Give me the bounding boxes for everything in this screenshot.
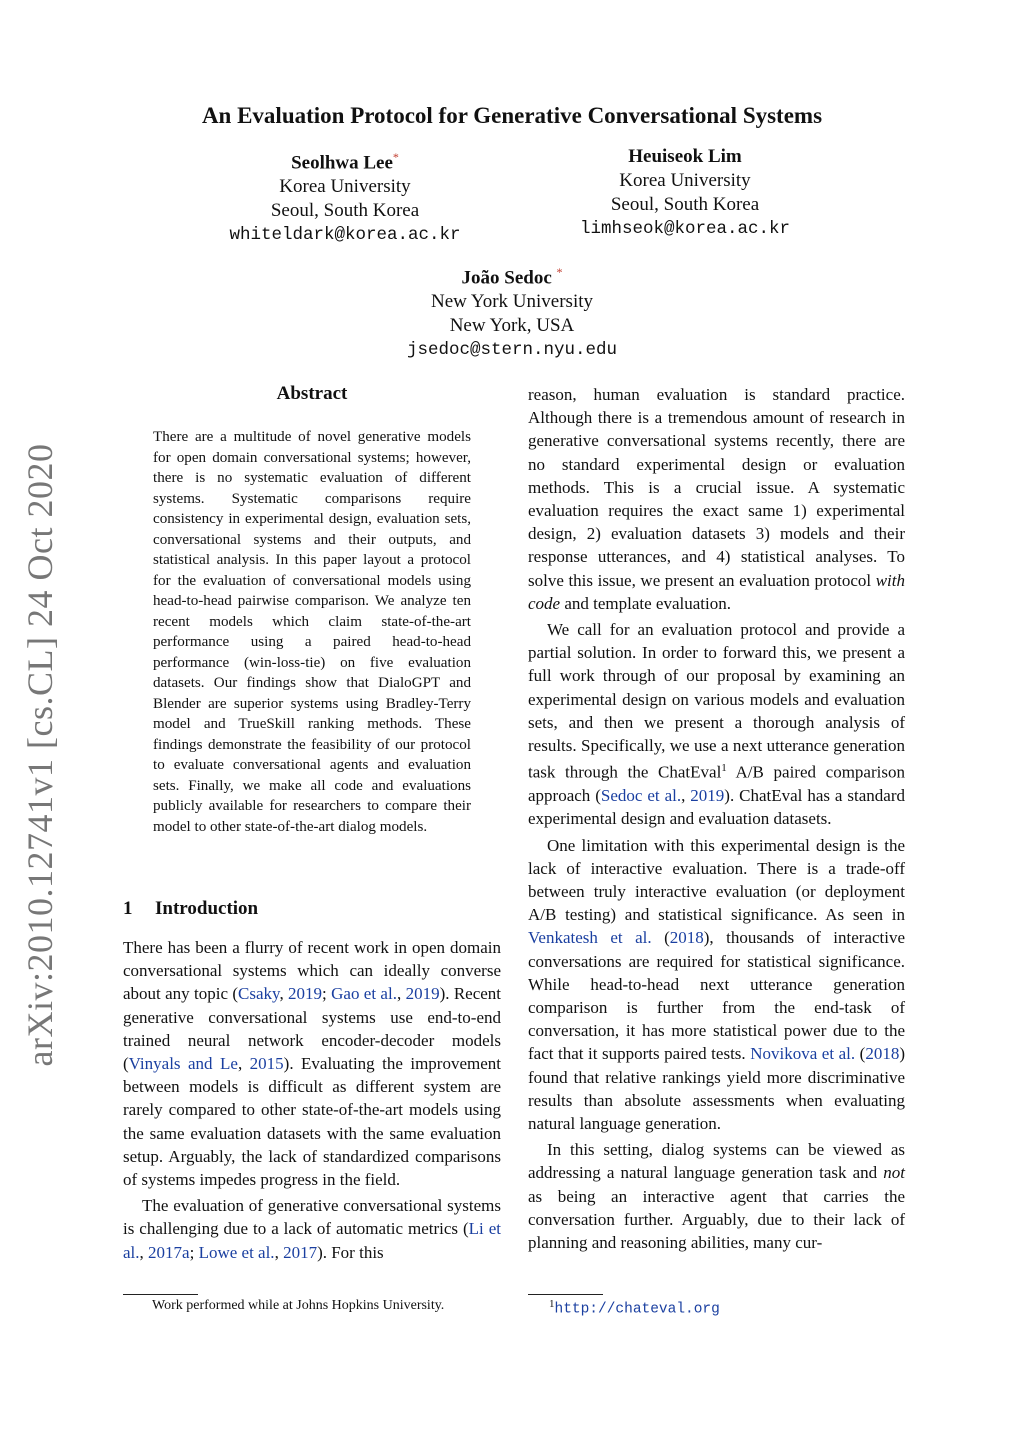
- intro-paragraph-4: We call for an evaluation protocol and provide a partial solution. In order to forward this, we present a full work through of our proposal by examining an experimental design on various models and evaluation sets, and then we present a thorough analysis of results. Specifically, we use a next utterance generation task through the ChatEval$^1$ A/B paired comparison approach (Sedoc et al., 2019). ChatEval has a standard experimental design and evaluation datasets.: [528, 620, 905, 829]
- section-title: Introduction: [155, 898, 259, 919]
- arxiv-sidebar: [10, 443, 70, 1067]
- abstract-body: There are a multitude of novel generative models for open domain conversational systems; however, there is no systematic evaluation of different systems. Systematic comparisons require consistency in experimental design, evaluation sets, conversational systems and their outputs, and statistical analysis. In this paper layout a protocol for the evaluation of conversational models using head-to-head pairwise comparison. We analyze ten recent models which claim state-of-the-art performance using a paired head-to-head performance (win-loss-tie) on five evaluation datasets. Our findings show that DialoGPT and Blender are superior systems using Bradley-Terry model and TrueSkill ranking methods. These findings demonstrate the feasibility of our protocol to evaluate conversational agents and evaluation sets. Finally, we make all code and evaluations publicly available for researchers to compare their model to other state-of-the-art dialog models.: [153, 429, 471, 835]
- right-column: [528, 383, 905, 1257]
- footnote-left: Work performed while at Johns Hopkins University.: [152, 1298, 445, 1313]
- footnote-rule-right: [528, 1294, 603, 1295]
- citation-link[interactable]: 2019: [690, 786, 725, 806]
- citation-link[interactable]: Sedoc et al.: [600, 786, 682, 806]
- citation-link[interactable]: 2015: [249, 1054, 284, 1074]
- author-email[interactable]: jsedoc@stern.nyu.edu: [406, 340, 618, 361]
- left-column: [123, 936, 501, 1267]
- intro-paragraph-3: reason, human evaluation is standard practice. Although there is a tremendous amount of research in generative conversational systems recently, there are no standard experimental design or evaluation methods. This is a crucial issue. A systematic evaluation requires the exact same 1) experimental design, 2) evaluation datasets 3) models and their response utterances, and 4) statistical analyses. To solve this issue, we present an evaluation protocol with code and template evaluation.: [528, 385, 905, 613]
- author-affiliation: New York University: [430, 291, 594, 313]
- citation-link[interactable]: Csaky: [238, 984, 280, 1004]
- citation-link[interactable]: Vinyals and Le: [128, 1054, 238, 1074]
- intro-paragraph-1: There has been a flurry of recent work in open domain conversational systems which can ideally converse about any topic (Csaky, 2019; Gao et al., 2019). Recent generative conversational systems use end-to-end trained neural network encoder-decoder models (Vinyals and Le, 2015). Evaluating the improvement between models is difficult as different system are rarely compared to other state-of-the-art models using the same evaluation datasets with the same evaluation setup. Arguably, the lack of standardized comparisons of systems impedes progress in the field.: [123, 938, 502, 1190]
- abstract-heading: Abstract: [276, 383, 348, 404]
- footnote-right: [549, 1298, 720, 1318]
- citation-link[interactable]: 2019: [405, 984, 440, 1004]
- author-name: João Sedoc: [461, 267, 552, 289]
- author-email[interactable]: whiteldark@korea.ac.kr: [229, 225, 461, 246]
- author-location: Seoul, South Korea: [610, 194, 760, 215]
- section-number: 1: [123, 898, 133, 919]
- intro-paragraph-5: One limitation with this experimental design is the lack of interactive evaluation. There is a trade-off between truly interactive evaluation (or deployment A/B testing) and statistical significance. As seen in Venkatesh et al. (2018), thousands of interactive conversations are required for statistical significance. While head-to-head next utterance generation comparison is further from the end-task of conversation, it has more statistical power due to the fact that it supports paired tests. Novikova et al. (2018) found that relative rankings yield more discriminative results than absolute assessments when evaluating natural language generation.: [528, 835, 905, 1133]
- author-block-3: [362, 260, 662, 362]
- author-affiliation: Korea University: [619, 170, 751, 191]
- citation-link[interactable]: 2018: [865, 1044, 900, 1064]
- footnote-mark: *: [556, 265, 563, 279]
- citation-link[interactable]: Novikova et al.: [750, 1044, 856, 1064]
- citation-link[interactable]: Lowe et al.: [198, 1242, 275, 1262]
- paper-title: An Evaluation Protocol for Generative Conversational Systems: [201, 103, 823, 128]
- citation-link[interactable]: 2017a: [148, 1242, 190, 1262]
- author-name: Heuiseok Lim: [628, 146, 742, 167]
- citation-link[interactable]: 2019: [288, 984, 323, 1004]
- author-block-2: [535, 145, 835, 241]
- citation-link[interactable]: Venkatesh et al.: [528, 928, 652, 948]
- intro-paragraph-6: In this setting, dialog systems can be viewed as addressing a natural language generation task and not as being an interactive agent that carries the conversation further. Arguably, due to their lack of planning and reasoning abilities, many cur-: [528, 1140, 905, 1252]
- section-heading: [123, 898, 258, 920]
- citation-link[interactable]: 2018: [669, 928, 704, 948]
- intro-paragraph-2: The evaluation of generative conversational systems is challenging due to a lack of automatic metrics (Li et al., 2017a; Lowe et al., 2017). For this: [123, 1196, 501, 1262]
- citation-link[interactable]: Gao et al.: [331, 984, 397, 1004]
- footnote-ref[interactable]: 1: [721, 762, 727, 775]
- footnote-url-link[interactable]: http://chateval.org: [554, 1301, 720, 1318]
- footnote-number: 1: [549, 1298, 555, 1310]
- author-block-1: [195, 145, 495, 247]
- author-location: Seoul, South Korea: [270, 200, 420, 222]
- author-name: Seolhwa Lee: [291, 152, 393, 174]
- arxiv-identifier[interactable]: arXiv:2010.12741v1 [cs.CL] 24 Oct 2020: [20, 443, 60, 1067]
- footnote-rule-left: [123, 1294, 198, 1295]
- author-email[interactable]: limhseok@korea.ac.kr: [579, 219, 791, 239]
- footnote-mark: *: [392, 150, 399, 164]
- author-affiliation: Korea University: [279, 176, 411, 198]
- citation-link[interactable]: 2017: [283, 1242, 318, 1262]
- citation-link[interactable]: Li et al.: [123, 1219, 501, 1262]
- author-location: New York, USA: [449, 315, 575, 337]
